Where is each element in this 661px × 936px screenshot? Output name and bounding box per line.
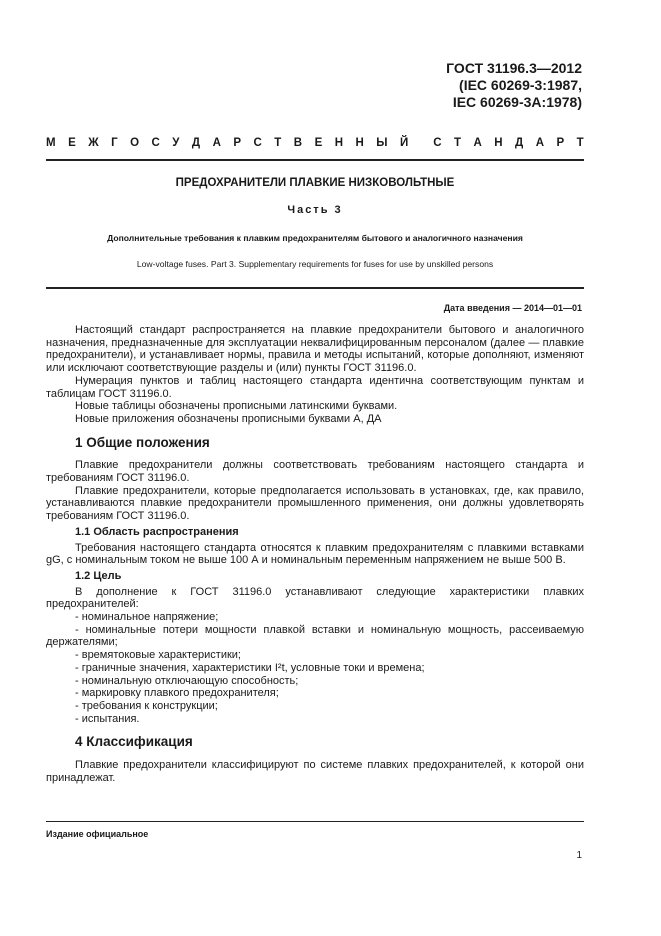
list-item: - номинальные потери мощности плавкой вставки и номинальную мощность, рассеиваемую держателями;: [46, 623, 584, 649]
part-label: Часть 3: [287, 204, 343, 216]
section-4-paragraph: Плавкие предохранители классифицируют по системе плавких предохранителей, к которой они принадлежат.: [46, 759, 584, 784]
banner-letter: О: [130, 137, 140, 149]
list-item: - маркировку плавкого предохранителя;: [75, 687, 279, 700]
gost-number: ГОСТ 31196.3—2012: [446, 60, 582, 76]
banner-letter: Д: [515, 137, 524, 149]
banner-letter: Й: [400, 137, 409, 149]
section-4-heading: 4 Классификация: [75, 734, 193, 750]
edition-label: Издание официальное: [46, 829, 149, 839]
banner-letter: У: [172, 137, 180, 149]
footer-divider: [46, 821, 584, 822]
banner-letter: С: [253, 137, 262, 149]
intro-paragraph-1: Настоящий стандарт распространяется на плавкие предохранители бытового и аналогичного назначения, предназначенные для эксплуатации неквалифицированным персоналом (далее — плавкие предохранители), и устанавливает нормы, правила и методы испытаний, которые дополняют, изменяют или исключают соответствующие разделы и (или) пункты ГОСТ 31196.0.: [46, 324, 584, 375]
subtitle-russian: Дополнительные требования к плавким предохранителям бытового и аналогичного назначения: [107, 233, 523, 243]
gost-designation: [446, 60, 582, 111]
banner-letter: Т: [576, 137, 584, 149]
list-item: - номинальную отключающую способность;: [75, 674, 299, 687]
section-1-heading: 1 Общие положения: [75, 434, 210, 450]
section-1-paragraph-1: Плавкие предохранители должны соответствовать требованиям настоящего стандарта и требованиям ГОСТ 31196.0.: [46, 459, 584, 485]
interstate-standard-banner: [46, 137, 584, 149]
banner-letter: М: [46, 137, 56, 149]
banner-letter: Н: [494, 137, 503, 149]
list-item: - времятоковые характеристики;: [75, 649, 241, 662]
list-item: - требования к конструкции;: [75, 699, 218, 712]
section-1-1-heading: 1.1 Область распространения: [75, 525, 239, 538]
banner-letter: Н: [355, 137, 364, 149]
intro-paragraph-3: Новые таблицы обозначены прописными латинскими буквами.: [75, 400, 398, 413]
list-item: - номинальное напряжение;: [75, 611, 219, 624]
top-divider: [46, 159, 584, 161]
banner-letter: Н: [334, 137, 344, 149]
banner-letter: Ж: [88, 137, 99, 149]
iec-reference-1: (IEC 60269-3:1987,: [459, 77, 582, 93]
banner-letter: С: [151, 137, 160, 149]
intro-paragraph-4: Новые приложения обозначены прописными буквами А, ДА: [75, 412, 382, 425]
banner-letter: Ы: [376, 137, 388, 149]
banner-letter: Е: [68, 137, 76, 149]
banner-letter: Т: [453, 137, 462, 149]
list-item: - граничные значения, характеристики I²t, условные токи и времена;: [75, 661, 425, 674]
banner-letter: Е: [314, 137, 323, 149]
banner-letter: Р: [556, 137, 565, 149]
subtitle-english: Low-voltage fuses. Part 3. Supplementary requirements for fuses for use by unskilled persons: [136, 259, 494, 269]
document-body: [46, 324, 584, 785]
list-item: - испытания.: [75, 712, 140, 725]
section-1-2-paragraph: В дополнение к ГОСТ 31196.0 устанавливают следующие характеристики плавких предохранителей:: [46, 585, 584, 611]
document-title: ПРЕДОХРАНИТЕЛИ ПЛАВКИЕ НИЗКОВОЛЬТНЫЕ: [175, 177, 455, 189]
banner-letter: А: [212, 137, 221, 149]
section-1-2-heading: 1.2 Цель: [75, 569, 122, 582]
middle-divider: [46, 287, 584, 289]
section-1-1-paragraph: Требования настоящего стандарта относятся к плавким предохранителям с плавкими вставками gG, с номинальным током не выше 100 А и номинальным переменным напряжением не выше 500 В.: [46, 541, 584, 567]
banner-letter: В: [293, 137, 303, 149]
iec-reference-2: IEC 60269-3A:1978): [452, 94, 582, 110]
banner-letter: А: [473, 137, 482, 149]
banner-letter: Р: [233, 137, 242, 149]
banner-letter: С: [433, 137, 442, 149]
banner-letter: Д: [191, 137, 201, 149]
intro-paragraph-2: Нумерация пунктов и таблиц настоящего стандарта идентична соответствующим пунктам и таблицам ГОСТ 31196.0.: [46, 374, 584, 400]
page-number: 1: [576, 850, 582, 861]
banner-letter: Г: [111, 137, 118, 149]
banner-letter: Т: [274, 137, 282, 149]
banner-letter: А: [535, 137, 545, 149]
introduction-date: Дата введения — 2014—01—01: [443, 303, 582, 313]
section-1-paragraph-2: Плавкие предохранители, которые предполагается использовать в установках, где, как правило, устанавливаются плавкие предохранители промышленного применения, они должны удовлетворять требованиям ГОСТ 31196.0.: [46, 484, 584, 523]
